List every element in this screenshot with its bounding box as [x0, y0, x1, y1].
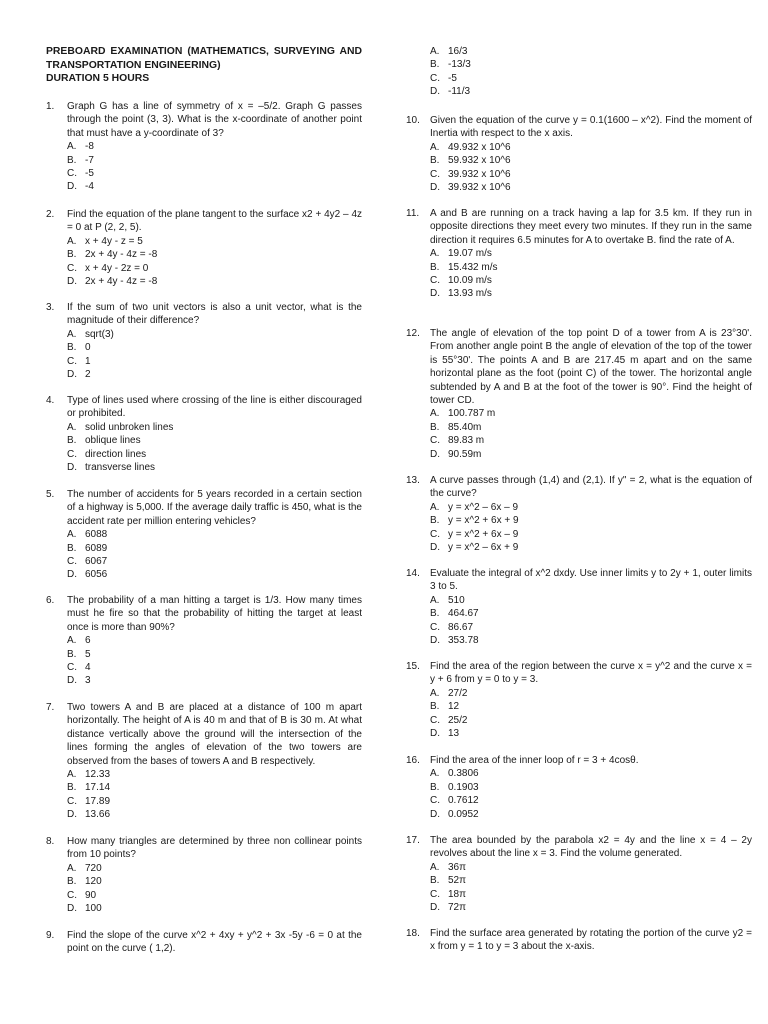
answer-choice[interactable] [67, 154, 362, 167]
choice-text: 90 [85, 889, 97, 901]
answer-choice[interactable] [430, 714, 752, 727]
answer-choice[interactable] [67, 421, 362, 434]
question-number: 13. [406, 475, 420, 486]
question-number: 1. [46, 101, 55, 112]
answer-choices [67, 862, 362, 916]
answer-choice[interactable] [67, 528, 362, 541]
carryover-choices [430, 45, 730, 99]
choice-text: -7 [85, 154, 94, 166]
choice-letter: A. [430, 768, 440, 780]
choice-text: -8 [85, 141, 94, 153]
answer-choice[interactable] [430, 274, 752, 287]
choice-text: solid unbroken lines [85, 421, 174, 433]
choice-text: 0 [85, 342, 91, 354]
question-item [406, 660, 752, 740]
question-item [46, 208, 362, 288]
answer-choice[interactable] [67, 795, 362, 808]
answer-choice[interactable] [430, 781, 752, 794]
question-text: Find the area of the inner loop of r = 3 + 4cosθ. [430, 755, 639, 766]
question-number: 10. [406, 115, 420, 126]
choice-letter: C. [67, 662, 77, 674]
choice-text: 5 [85, 648, 91, 660]
choice-letter: A. [430, 248, 440, 260]
answer-choice[interactable] [430, 58, 730, 71]
answer-choice[interactable] [67, 167, 362, 180]
choice-text: 39.932 x 10^6 [448, 168, 511, 180]
question-text: Find the slope of the curve x^2 + 4xy + y^2 + 3x -5y -6 = 0 at the point on the curve ( 1,2). [67, 930, 362, 955]
question-stem [46, 835, 362, 862]
question-stem [406, 114, 752, 141]
choice-text: 72π [448, 902, 467, 914]
choice-letter: C. [67, 355, 77, 367]
answer-choice[interactable] [430, 808, 752, 821]
answer-choice[interactable] [430, 727, 752, 740]
header-duration: DURATION 5 HOURS [46, 73, 150, 84]
question-text: The number of accidents for 5 years recorded in a certain section of a highway is 5,000. If the average daily traffic is 450, what is the accident rate per million entering vehicles? [67, 489, 362, 527]
choice-letter: B. [67, 154, 77, 166]
choice-text: 89.83 m [448, 435, 485, 447]
answer-choice[interactable] [430, 874, 752, 887]
choice-letter: D. [430, 902, 440, 914]
choice-text: 25/2 [448, 714, 468, 726]
choice-letter: B. [430, 155, 440, 167]
choice-text: y = x^2 + 6x – 9 [448, 528, 519, 540]
choice-letter: B. [67, 542, 77, 554]
question-stem [46, 701, 362, 768]
question-stem [406, 754, 752, 767]
choice-text: 16/3 [448, 46, 468, 57]
answer-choice[interactable] [67, 434, 362, 447]
answer-choice[interactable] [67, 180, 362, 193]
choice-text: x + 4y - 2z = 0 [85, 262, 149, 274]
choice-letter: B. [67, 342, 77, 354]
question-item [46, 594, 362, 688]
choice-text: 6088 [85, 529, 108, 541]
choice-text: -11/3 [448, 86, 471, 98]
choice-letter: A. [67, 769, 77, 781]
question-stem [406, 927, 752, 954]
answer-choices [67, 528, 362, 582]
question-stem [406, 327, 752, 407]
question-item [406, 834, 752, 914]
choice-text: 19.07 m/s [448, 248, 492, 260]
header-title-line1: PREBOARD EXAMINATION (MATHEMATICS, SURVEYING AND [46, 46, 362, 57]
choice-text: oblique lines [85, 435, 141, 447]
answer-choice[interactable] [67, 542, 362, 555]
choice-text: 0.0952 [448, 808, 479, 820]
question-number: 5. [46, 489, 55, 500]
question-stem [406, 660, 752, 687]
choice-letter: B. [430, 875, 440, 887]
choice-text: 6056 [85, 569, 108, 581]
answer-choice[interactable] [430, 168, 752, 181]
answer-choices [67, 328, 362, 382]
choice-text: y = x^2 + 6x + 9 [448, 515, 519, 527]
answer-choice[interactable] [67, 355, 362, 368]
answer-choices [430, 247, 752, 301]
answer-choice[interactable] [430, 767, 752, 780]
choice-text: 6067 [85, 556, 108, 568]
question-item [406, 754, 752, 821]
choice-text: 100 [85, 903, 102, 915]
choice-letter: A. [67, 141, 77, 153]
choice-letter: C. [67, 556, 77, 568]
answer-choices [67, 421, 362, 475]
choice-text: 3 [85, 675, 91, 687]
answer-choice[interactable] [67, 674, 362, 687]
question-number: 16. [406, 755, 420, 766]
answer-choices [430, 594, 752, 648]
choice-letter: A. [430, 408, 440, 420]
choice-text: 353.78 [448, 635, 479, 647]
answer-choice[interactable] [67, 634, 362, 647]
choice-letter: C. [430, 275, 440, 287]
choice-letter: B. [430, 421, 440, 433]
question-item [46, 835, 362, 915]
question-stem [406, 567, 752, 594]
question-item [406, 327, 752, 461]
choice-text: -5 [448, 72, 457, 84]
choice-letter: D. [67, 675, 77, 687]
answer-choice[interactable] [430, 700, 752, 713]
choice-text: 0.1903 [448, 781, 479, 793]
question-stem [406, 834, 752, 861]
choice-letter: D. [430, 86, 440, 98]
choice-text: 18π [448, 888, 467, 900]
question-item [46, 701, 362, 822]
choice-text: 59.932 x 10^6 [448, 155, 511, 167]
question-text: The area bounded by the parabola x2 = 4y and the line x = 4 – 2y revolves about the line x = 3. Find the volume generated. [430, 835, 752, 860]
choice-letter: C. [67, 448, 77, 460]
choice-text: 720 [85, 862, 102, 874]
question-stem [46, 394, 362, 421]
question-item [46, 929, 362, 956]
choice-text: 6 [85, 635, 91, 647]
choice-letter: D. [67, 462, 77, 474]
choice-text: -13/3 [448, 59, 471, 71]
answer-choice[interactable] [430, 154, 752, 167]
question-stem [406, 474, 752, 501]
choice-text: 27/2 [448, 687, 468, 699]
answer-choice[interactable] [430, 607, 752, 620]
choice-text: 10.09 m/s [448, 275, 492, 287]
question-item [406, 474, 752, 554]
answer-choice[interactable] [67, 648, 362, 661]
answer-choice[interactable] [430, 434, 752, 447]
choice-text: 2 [85, 369, 91, 381]
exam-header [46, 45, 362, 86]
answer-choice[interactable] [430, 888, 752, 901]
answer-choice[interactable] [67, 341, 362, 354]
question-text: Find the surface area generated by rotating the portion of the curve y2 = x from y = 1 to y = 3 about the x-axis. [430, 928, 752, 953]
choice-text: 17.89 [85, 795, 111, 807]
choice-text: 85.40m [448, 421, 482, 433]
choice-letter: A. [430, 594, 440, 606]
answer-choices [67, 235, 362, 289]
choice-text: 2x + 4y - 4z = -8 [85, 276, 158, 288]
answer-choices [430, 687, 752, 741]
question-stem [46, 488, 362, 528]
answer-choice[interactable] [67, 235, 362, 248]
answer-choice[interactable] [67, 781, 362, 794]
question-item [406, 207, 752, 301]
answer-choice[interactable] [430, 501, 752, 514]
answer-choice[interactable] [67, 808, 362, 821]
choice-text: 510 [448, 594, 465, 606]
answer-choice[interactable] [67, 902, 362, 915]
choice-text: 120 [85, 876, 102, 888]
choice-letter: A. [430, 141, 440, 153]
question-number: 18. [406, 928, 420, 939]
answer-choice[interactable] [67, 555, 362, 568]
answer-choice[interactable] [430, 85, 730, 98]
choice-text: 49.932 x 10^6 [448, 141, 511, 153]
choice-letter: B. [67, 782, 77, 794]
question-number: 11. [406, 208, 420, 219]
answer-choices [67, 634, 362, 688]
choice-letter: C. [430, 621, 440, 633]
question-item [46, 100, 362, 194]
answer-choice[interactable] [67, 275, 362, 288]
choice-letter: C. [430, 435, 440, 447]
answer-choice[interactable] [430, 901, 752, 914]
choice-letter: A. [67, 862, 77, 874]
choice-letter: D. [67, 903, 77, 915]
choice-letter: C. [430, 714, 440, 726]
choice-text: 1 [85, 355, 91, 367]
answer-choice[interactable] [430, 794, 752, 807]
answer-choice[interactable] [67, 875, 362, 888]
answer-choice[interactable] [67, 262, 362, 275]
choice-letter: A. [67, 235, 77, 247]
choice-letter: D. [67, 181, 77, 193]
question-number: 17. [406, 835, 420, 846]
choice-letter: D. [430, 448, 440, 460]
choice-text: 12 [448, 701, 460, 713]
choice-letter: C. [430, 795, 440, 807]
choice-letter: D. [430, 635, 440, 647]
choice-letter: C. [67, 168, 77, 180]
choice-text: 36π [448, 861, 467, 873]
answer-choice[interactable] [430, 861, 752, 874]
choice-text: transverse lines [85, 462, 156, 474]
answer-choice[interactable] [430, 448, 752, 461]
answer-choice[interactable] [67, 661, 362, 674]
choice-letter: C. [430, 168, 440, 180]
choice-letter: A. [67, 529, 77, 541]
answer-choice[interactable] [67, 248, 362, 261]
choice-text: 2x + 4y - 4z = -8 [85, 249, 158, 261]
answer-choice[interactable] [430, 407, 752, 420]
choice-text: 0.3806 [448, 768, 479, 780]
choice-text: 15.432 m/s [448, 261, 498, 273]
choice-text: 13.66 [85, 809, 111, 821]
answer-choice[interactable] [67, 448, 362, 461]
answer-choice[interactable] [67, 768, 362, 781]
answer-choice[interactable] [430, 541, 752, 554]
choice-text: 6089 [85, 542, 108, 554]
choice-text: -4 [85, 181, 94, 193]
answer-choices [67, 768, 362, 822]
choice-text: y = x^2 – 6x – 9 [448, 501, 519, 513]
choice-letter: A. [430, 501, 440, 513]
answer-choice[interactable] [430, 687, 752, 700]
question-item [406, 927, 752, 954]
choice-text: 39.932 x 10^6 [448, 182, 511, 194]
question-number: 9. [46, 930, 55, 941]
choice-letter: A. [430, 46, 440, 57]
question-number: 2. [46, 209, 55, 220]
question-number: 4. [46, 395, 55, 406]
question-stem [46, 929, 362, 956]
question-item [406, 114, 752, 194]
answer-choice[interactable] [430, 261, 752, 274]
question-text: Two towers A and B are placed at a distance of 100 m apart horizontally. The height of A is 40 m and that of B is 30 m. At what distance vertically above the ground will the intersection of the lines forming the angles of elevation of the two towers are observed from the bases of towers A and B respectively. [67, 702, 362, 767]
answer-choice[interactable] [430, 45, 730, 58]
answer-choice[interactable] [67, 862, 362, 875]
choice-letter: D. [67, 569, 77, 581]
question-number: 12. [406, 328, 420, 339]
answer-choice[interactable] [430, 514, 752, 527]
question-item [406, 567, 752, 647]
choice-letter: D. [430, 808, 440, 820]
answer-choice[interactable] [67, 328, 362, 341]
question-text: Graph G has a line of symmetry of x = –5/2. Graph G passes through the point (3, 3). What is the x-coordinate of another point that must have a y-coordinate of 3? [67, 101, 362, 139]
question-number: 3. [46, 302, 55, 313]
choice-letter: B. [430, 515, 440, 527]
choice-text: -5 [85, 168, 94, 180]
choice-letter: B. [67, 435, 77, 447]
question-item [46, 301, 362, 381]
question-item [46, 394, 362, 474]
question-text: Find the area of the region between the curve x = y^2 and the curve x = y + 6 from y = 0 to y = 3. [430, 661, 752, 686]
question-text: Type of lines used where crossing of the line is either discouraged or prohibited. [67, 395, 362, 420]
answer-choice[interactable] [430, 72, 730, 85]
choice-letter: A. [67, 635, 77, 647]
choice-text: 86.67 [448, 621, 474, 633]
choice-text: 13 [448, 728, 460, 740]
choice-letter: D. [430, 542, 440, 554]
choice-letter: B. [430, 261, 440, 273]
choice-text: 4 [85, 662, 91, 674]
question-number: 7. [46, 702, 55, 713]
choice-text: 464.67 [448, 608, 479, 620]
choice-letter: A. [67, 328, 77, 340]
question-text: A curve passes through (1,4) and (2,1). If y" = 2, what is the equation of the curve? [430, 475, 752, 500]
question-text: Find the equation of the plane tangent to the surface x2 + 4y2 – 4z = 0 at P (2, 2, 5). [67, 209, 362, 234]
answer-choices [430, 861, 752, 915]
question-stem [46, 301, 362, 328]
answer-choice[interactable] [430, 287, 752, 300]
answer-choice[interactable] [430, 528, 752, 541]
answer-choices [430, 501, 752, 555]
answer-choice[interactable] [67, 140, 362, 153]
choice-letter: B. [430, 701, 440, 713]
choice-letter: B. [430, 59, 440, 71]
answer-choices [430, 141, 752, 195]
answer-choices [430, 407, 752, 461]
header-title-line2: TRANSPORTATION ENGINEERING) [46, 59, 221, 71]
question-stem [46, 100, 362, 140]
question-stem [46, 208, 362, 235]
choice-letter: D. [430, 728, 440, 740]
choice-letter: B. [430, 608, 440, 620]
answer-choice[interactable] [430, 421, 752, 434]
choice-letter: A. [430, 687, 440, 699]
choice-letter: D. [67, 369, 77, 381]
choice-letter: C. [67, 795, 77, 807]
choice-letter: B. [430, 781, 440, 793]
choice-text: direction lines [85, 448, 147, 460]
choice-text: 0.7612 [448, 795, 479, 807]
choice-text: 100.787 m [448, 408, 496, 420]
choice-text: sqrt(3) [85, 328, 114, 340]
choice-text: x + 4y - z = 5 [85, 235, 143, 247]
question-text: If the sum of two unit vectors is also a unit vector, what is the magnitude of their difference? [67, 302, 362, 327]
choice-letter: D. [67, 276, 77, 288]
choice-letter: D. [67, 809, 77, 821]
question-number: 15. [406, 661, 420, 672]
answer-choices [430, 767, 752, 821]
question-text: The angle of elevation of the top point D of a tower from A is 23°30'. From another angle point B the angle of elevation of the top of the tower is 55°30'. The points A and B are 217.45 m apart and on the same horizontal plane as the foot (point C) of the tower. The horizontal angle subtended by A and B at the foot of the tower is 90°. Find the height of tower CD. [430, 328, 752, 407]
answer-choice[interactable] [430, 181, 752, 194]
question-number: 14. [406, 568, 420, 579]
answer-choice[interactable] [430, 247, 752, 260]
choice-letter: B. [67, 648, 77, 660]
question-text: A and B are running on a track having a lap for 3.5 km. If they run in opposite directions they meet every two minutes. If they run in the same direction it requires 6.5 minutes for A to overtake B. find the rate of A. [430, 208, 752, 246]
question-stem [46, 594, 362, 634]
choice-letter: C. [67, 262, 77, 274]
answer-choice[interactable] [67, 368, 362, 381]
choice-letter: C. [67, 889, 77, 901]
choice-letter: C. [430, 72, 440, 84]
answer-choice[interactable] [67, 461, 362, 474]
question-number: 6. [46, 595, 55, 606]
choice-letter: A. [430, 861, 440, 873]
answer-choice[interactable] [67, 889, 362, 902]
answer-choice[interactable] [67, 568, 362, 581]
choice-letter: A. [67, 421, 77, 433]
choice-text: 90.59m [448, 448, 482, 460]
answer-choices [67, 140, 362, 194]
choice-text: y = x^2 – 6x + 9 [448, 542, 519, 554]
choice-text: 17.14 [85, 782, 111, 794]
answer-choice[interactable] [430, 594, 752, 607]
question-text: Evaluate the integral of x^2 dxdy. Use inner limits y to 2y + 1, outer limits 3 to 5. [430, 568, 752, 593]
question-text: How many triangles are determined by three non collinear points from 10 points? [67, 836, 362, 861]
question-item [46, 488, 362, 582]
question-number: 8. [46, 836, 55, 847]
answer-choice[interactable] [430, 621, 752, 634]
choice-letter: B. [67, 876, 77, 888]
answer-choice[interactable] [430, 141, 752, 154]
choice-letter: C. [430, 888, 440, 900]
question-stem [406, 207, 752, 247]
choice-letter: C. [430, 528, 440, 540]
choice-letter: B. [67, 249, 77, 261]
choice-letter: D. [430, 182, 440, 194]
choice-text: 13.93 m/s [448, 288, 492, 300]
choice-text: 52π [448, 875, 467, 887]
question-text: Given the equation of the curve y = 0.1(1600 – x^2). Find the moment of Inertia with respect to the x axis. [430, 115, 752, 140]
choice-text: 12.33 [85, 769, 111, 781]
choice-letter: D. [430, 288, 440, 300]
question-text: The probability of a man hitting a target is 1/3. How many times must he fire so that the probability of hitting the target at least once is more than 90%? [67, 595, 362, 633]
answer-choice[interactable] [430, 634, 752, 647]
